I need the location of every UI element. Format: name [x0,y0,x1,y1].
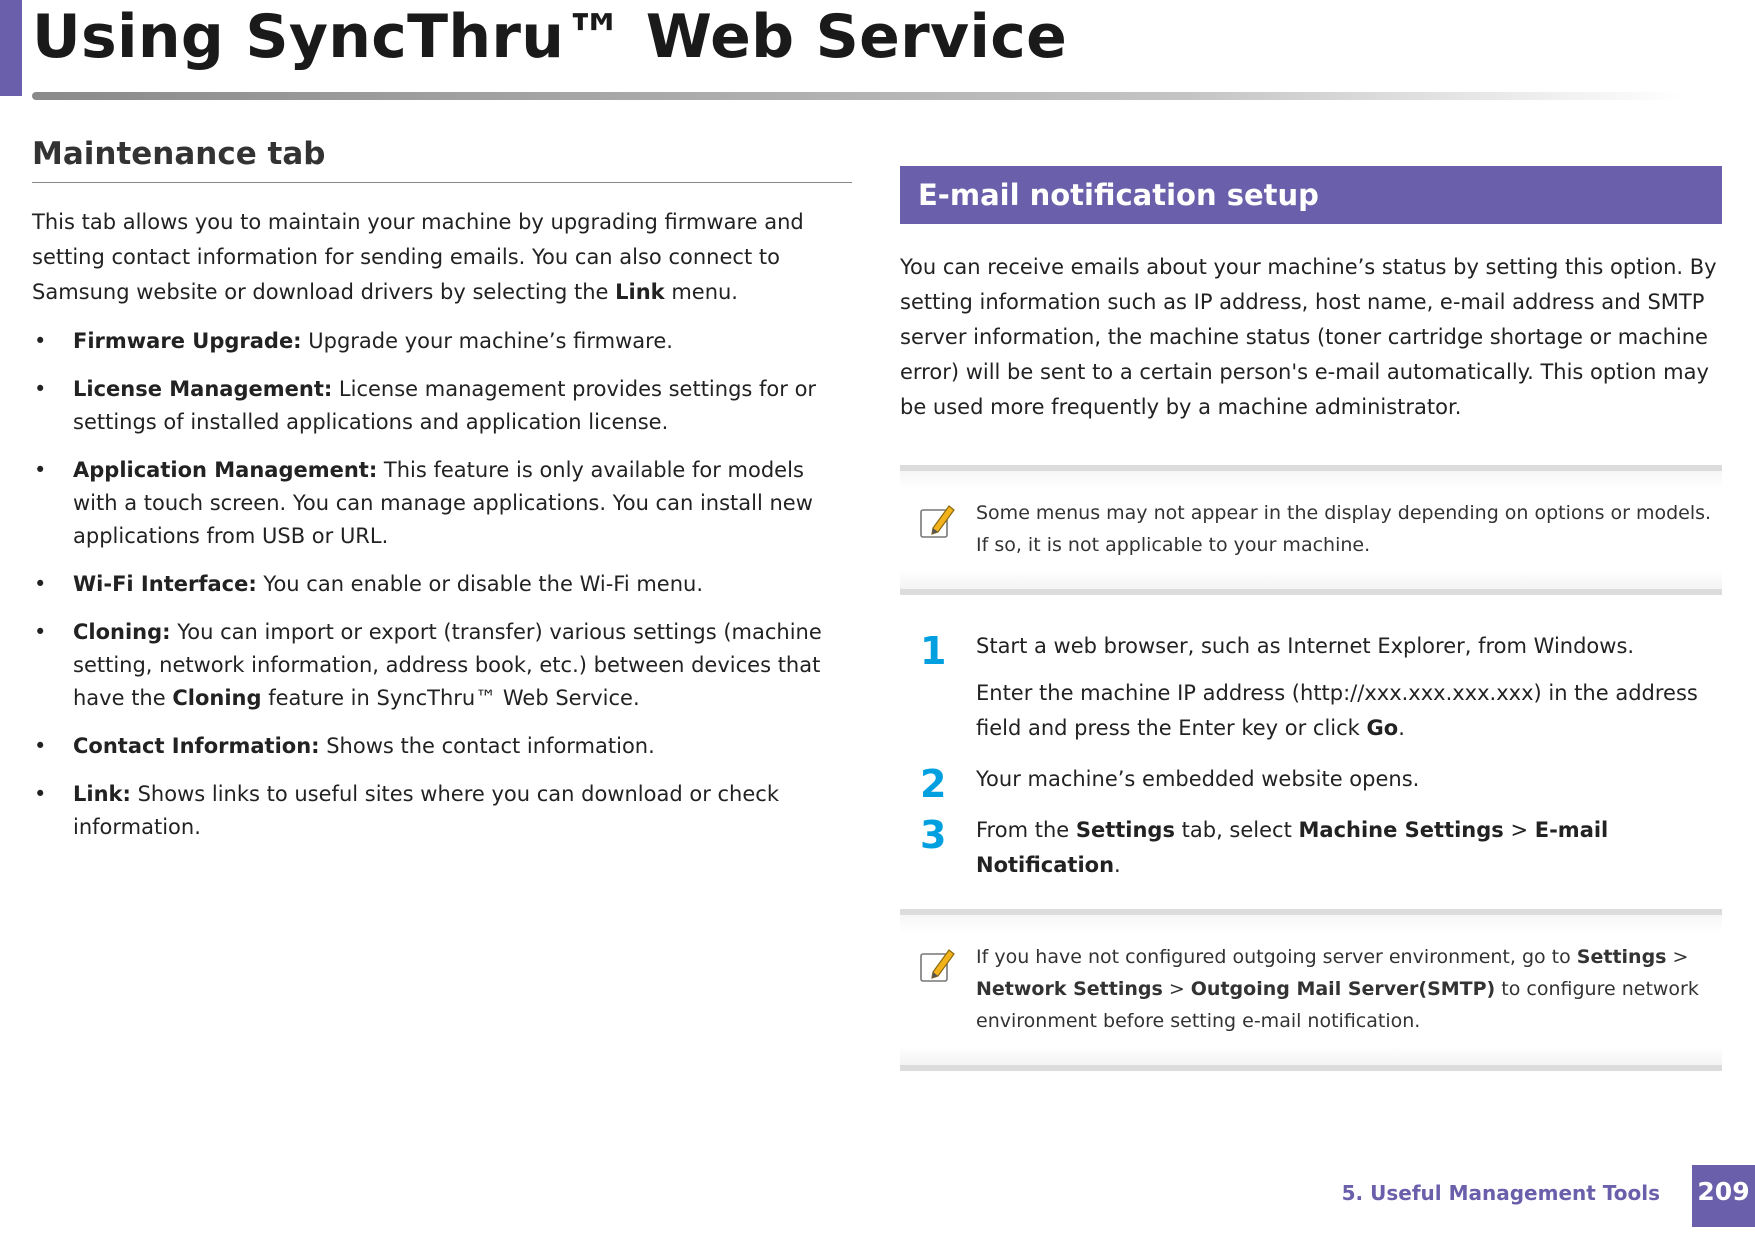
item-text: License management provides settings for or settings of installed applications and application license. [73,377,817,434]
item-term-inline: Cloning [172,686,262,710]
item-text: You can import or export (transfer) various settings (machine setting, network information, address book, etc.) between devices that have the [73,620,822,710]
network-settings-term: Network Settings [976,978,1163,1000]
step-item [900,762,1722,806]
step-item [900,629,1722,746]
step-text-part: Enter the machine IP address (http://xxx.xxx.xxx.xxx) in the address field and press the Enter key or click [976,681,1698,740]
list-item [32,778,852,844]
email-intro: You can receive emails about your machine’s status by setting this option. By setting information such as IP address, host name, e-mail address and SMTP server information, the machine status (toner cartridge shortage or machine error) will be sent to a certain person's e-mail automatically. This option may be used more frequently by a machine administrator. [900,255,1717,419]
item-text: You can enable or disable the Wi-Fi menu. [256,572,704,596]
settings-term: Settings [1576,946,1667,968]
item-text: This feature is only available for models with a touch screen. You can manage applications. You can install new applications from USB or URL. [73,458,813,548]
note-text [976,946,1699,1032]
step-number: 1 [920,629,947,673]
list-item [32,454,852,553]
side-tab-marker [0,0,22,96]
list-item [32,730,852,763]
intro-text-end: menu. [664,280,738,304]
item-text: Shows links to useful sites where you can download or check information. [73,782,779,839]
item-term: Application Management: [73,458,378,482]
maintenance-feature-list [32,325,852,844]
item-text-end: feature in SyncThru™ Web Service. [261,686,640,710]
step-text: Your machine’s embedded website opens. [976,767,1420,791]
step-text-part: . [1398,716,1405,740]
step-text-part: tab, select [1174,818,1299,842]
step-list [900,629,1722,883]
step-item [900,813,1722,883]
section-heading-email: E-mail notification setup [900,166,1722,224]
maintenance-tab-section [32,136,852,844]
list-item [32,325,852,358]
email-notification-term: E-mail Notification [976,818,1609,877]
pencil-note-icon [918,945,958,985]
item-term: Wi-Fi Interface: [73,572,257,596]
step-number: 3 [920,813,947,857]
step-text-part: > [1503,818,1535,842]
item-term: Contact Information: [73,734,320,758]
item-text: Upgrade your machine’s firmware. [301,329,673,353]
step-number: 2 [920,762,947,806]
page-number: 209 [1692,1165,1755,1227]
intro-text: This tab allows you to maintain your machine by upgrading firmware and setting contact information for sending emails. You can also connect to Samsung website or download drivers by selecting the [32,210,804,304]
list-item [32,616,852,715]
item-term: Cloning: [73,620,171,644]
step-text: Start a web browser, such as Internet Explorer, from Windows. [976,634,1635,658]
email-notification-section [900,166,1722,1071]
item-term: Link: [73,782,131,806]
pencil-note-icon [918,501,958,541]
settings-term: Settings [1075,818,1175,842]
step-text-part: From the [976,818,1076,842]
list-item [32,373,852,439]
note-text-part: > [1666,946,1689,968]
title-rule [32,92,1682,100]
smtp-term: Outgoing Mail Server(SMTP) [1190,978,1496,1000]
note-text: Some menus may not appear in the display depending on options or models. If so, it is not applicable to your machine. [976,502,1712,556]
item-term: License Management: [73,377,333,401]
note-text-part: > [1162,978,1191,1000]
go-term: Go [1366,716,1399,740]
step-text [976,813,1722,883]
note-box [900,909,1722,1071]
machine-settings-term: Machine Settings [1298,818,1504,842]
intro-link-term: Link [615,280,665,304]
note-text-part: to configure network environment before setting e-mail notification. [976,978,1699,1032]
step-text-part: . [1114,853,1121,877]
page-title: Using SyncThru™ Web Service [32,2,1068,72]
section-heading-maintenance: Maintenance tab [32,136,852,183]
list-item [32,568,852,601]
item-term: Firmware Upgrade: [73,329,302,353]
item-text: Shows the contact information. [319,734,655,758]
footer-section-label: 5. Useful Management Tools [1341,1181,1660,1205]
note-box [900,465,1722,595]
step-text [976,676,1722,746]
maintenance-intro [32,205,852,310]
note-text-part: If you have not configured outgoing server environment, go to [976,946,1577,968]
